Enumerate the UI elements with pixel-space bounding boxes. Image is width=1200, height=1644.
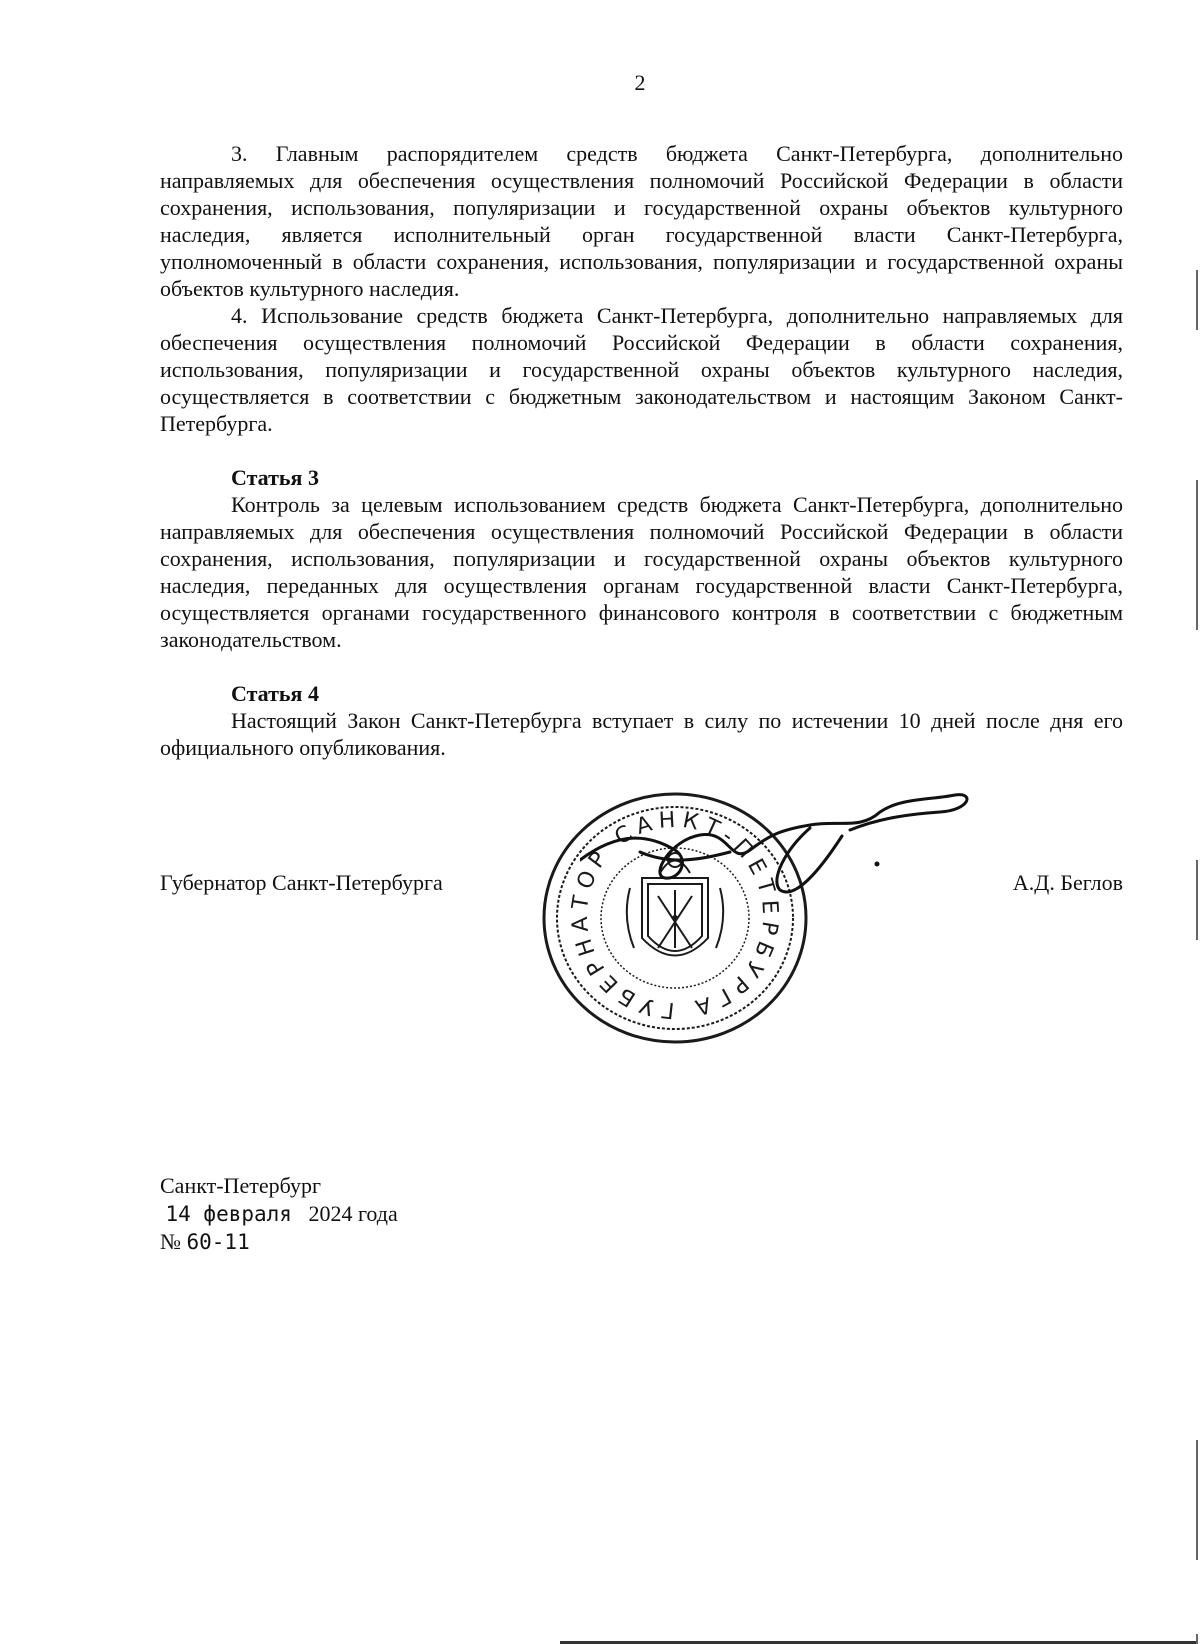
section-article-4 <box>160 680 1123 761</box>
city-name: Санкт-Петербург <box>160 1173 321 1198</box>
date-day-month: 14 февраля <box>165 1202 292 1226</box>
scan-edge-mark <box>1196 860 1198 940</box>
paragraph: Настоящий Закон Санкт-Петербурга вступает в силу по истечении 10 дней после дня его официального опубликования. <box>160 708 1123 760</box>
document-body <box>160 140 1123 761</box>
scan-edge-mark <box>1196 1634 1198 1644</box>
article-heading: Статья 3 <box>231 465 319 490</box>
article-heading: Статья 4 <box>231 681 319 706</box>
governor-title: Губернатор Санкт-Петербурга <box>160 870 443 895</box>
number-prefix: № <box>160 1229 181 1254</box>
scan-edge-mark <box>1196 1440 1198 1560</box>
page-number: 2 <box>634 70 646 95</box>
law-number: 60-11 <box>186 1230 250 1254</box>
law-number-line <box>160 1228 398 1256</box>
seal-outer-text: ГУБЕРНАТОР САНКТ-ПЕТЕРБУРГА <box>567 807 783 1023</box>
scan-edge-mark <box>1196 270 1198 330</box>
paragraph: 3. Главным распорядителем средств бюджета Санкт-Петербурга, дополнительно направляемых для обеспечения осуществления полномочий Российской Федерации в области сохранения, использования, популяризации и государственной охраны объектов культурного наследия, является исполнительный орган государственной власти Санкт-Петербурга, уполномоченный в области сохранения, использования, популяризации и государственной охраны объектов культурного наследия. <box>160 141 1123 301</box>
section-article-2-continued <box>160 140 1123 437</box>
date-year: 2024 года <box>308 1201 398 1226</box>
handwritten-signature-icon <box>580 790 980 930</box>
scan-edge-mark <box>1196 480 1198 630</box>
date-line <box>160 1200 398 1228</box>
section-article-3 <box>160 464 1123 653</box>
document-footer <box>160 1172 398 1256</box>
governor-name: А.Д. Беглов <box>1012 870 1123 895</box>
paragraph: Контроль за целевым использованием средств бюджета Санкт-Петербурга, дополнительно направляемых для обеспечения осуществления полномочий Российской Федерации в области сохранения, использования, популяризации и государственной охраны объектов культурного наследия, переданных для осуществления органам государственной власти Санкт-Петербурга, осуществляется органами государственного финансового контроля в соответствии с бюджетным законодательством. <box>160 492 1123 652</box>
paragraph: 4. Использование средств бюджета Санкт-Петербурга, дополнительно направляемых для обеспечения осуществления полномочий Российской Федерации в области сохранения, использования, популяризации и государственной охраны объектов культурного наследия, осуществляется в соответствии с бюджетным законодательством и настоящим Законом Санкт-Петербурга. <box>160 303 1123 436</box>
